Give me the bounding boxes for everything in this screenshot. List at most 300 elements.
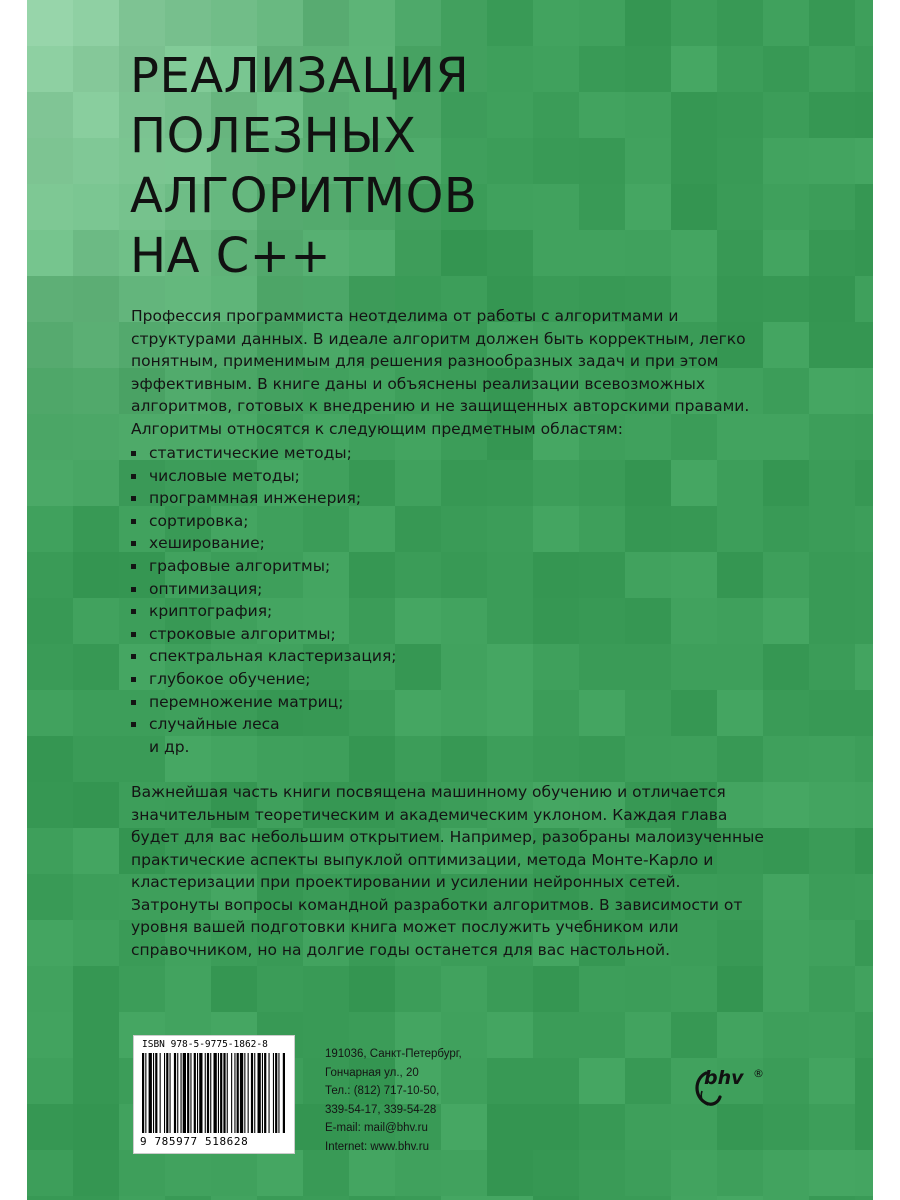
list-tail: и др. xyxy=(149,737,190,756)
mosaic-tile xyxy=(809,368,855,414)
mosaic-tile xyxy=(487,1012,533,1058)
mosaic-tile xyxy=(73,368,119,414)
registered-mark: ® xyxy=(753,1067,764,1080)
mosaic-tile xyxy=(73,1196,119,1200)
mosaic-tile xyxy=(625,1058,671,1104)
mosaic-tile xyxy=(533,230,579,276)
mosaic-tile xyxy=(579,184,625,230)
mosaic-tile xyxy=(349,0,395,46)
mosaic-tile xyxy=(303,1150,349,1196)
mosaic-tile xyxy=(73,644,119,690)
mosaic-tile xyxy=(579,966,625,1012)
mosaic-tile xyxy=(763,1150,809,1196)
title-line: АЛГОРИТМОВ xyxy=(130,168,478,224)
mosaic-tile xyxy=(487,1196,533,1200)
mosaic-tile xyxy=(717,184,763,230)
mosaic-tile xyxy=(809,966,855,1012)
mosaic-tile xyxy=(855,690,873,736)
mosaic-tile xyxy=(809,138,855,184)
mosaic-tile xyxy=(579,690,625,736)
mosaic-tile xyxy=(763,966,809,1012)
mosaic-tile xyxy=(809,414,855,460)
mosaic-tile xyxy=(809,920,855,966)
mosaic-tile xyxy=(395,736,441,782)
mosaic-tile xyxy=(579,46,625,92)
mosaic-tile xyxy=(671,460,717,506)
barcode-bar xyxy=(199,1053,202,1133)
mosaic-tile xyxy=(763,1012,809,1058)
mosaic-tile xyxy=(73,828,119,874)
mosaic-tile xyxy=(27,0,73,46)
mosaic-tile xyxy=(533,460,579,506)
barcode-bar xyxy=(223,1053,225,1133)
mosaic-tile xyxy=(671,92,717,138)
mosaic-tile xyxy=(855,828,873,874)
list-item: глубокое обучение; xyxy=(131,668,397,691)
address-line: 339-54-17, 339-54-28 xyxy=(325,1103,437,1116)
mosaic-tile xyxy=(349,1196,395,1200)
mosaic-tile xyxy=(27,1150,73,1196)
mosaic-tile xyxy=(855,506,873,552)
mosaic-tile xyxy=(27,460,73,506)
mosaic-tile xyxy=(717,92,763,138)
mosaic-tile xyxy=(395,598,441,644)
mosaic-tile xyxy=(487,1104,533,1150)
mosaic-tile xyxy=(119,1150,165,1196)
barcode-bar xyxy=(248,1053,249,1133)
mosaic-tile xyxy=(717,138,763,184)
mosaic-tile xyxy=(809,782,855,828)
mosaic-tile xyxy=(717,552,763,598)
mosaic-tile xyxy=(855,920,873,966)
mosaic-tile xyxy=(533,644,579,690)
mosaic-tile xyxy=(73,46,119,92)
mosaic-tile xyxy=(809,322,855,368)
mosaic-tile xyxy=(579,1058,625,1104)
mosaic-tile xyxy=(211,0,257,46)
mosaic-tile xyxy=(27,1104,73,1150)
mosaic-tile xyxy=(671,1012,717,1058)
mosaic-tile xyxy=(27,598,73,644)
mosaic-tile xyxy=(27,368,73,414)
mosaic-tile xyxy=(257,1196,303,1200)
mosaic-tile xyxy=(487,598,533,644)
mosaic-tile xyxy=(211,966,257,1012)
mosaic-tile xyxy=(809,874,855,920)
mosaic-tile xyxy=(533,1104,579,1150)
mosaic-tile xyxy=(763,184,809,230)
publisher-address xyxy=(325,1045,462,1157)
mosaic-tile xyxy=(395,506,441,552)
mosaic-tile xyxy=(487,644,533,690)
mosaic-tile xyxy=(487,966,533,1012)
mosaic-tile xyxy=(763,46,809,92)
mosaic-tile xyxy=(763,1104,809,1150)
mosaic-tile xyxy=(717,598,763,644)
mosaic-tile xyxy=(763,92,809,138)
mosaic-tile xyxy=(73,0,119,46)
mosaic-tile xyxy=(441,0,487,46)
barcode-bar xyxy=(227,1053,228,1133)
mosaic-tile xyxy=(809,1104,855,1150)
mosaic-tile xyxy=(855,782,873,828)
mosaic-tile xyxy=(717,230,763,276)
mosaic-tile xyxy=(763,0,809,46)
mosaic-tile xyxy=(625,598,671,644)
mosaic-tile xyxy=(671,736,717,782)
mosaic-tile xyxy=(441,460,487,506)
mosaic-tile xyxy=(27,828,73,874)
mosaic-tile xyxy=(855,92,873,138)
mosaic-tile xyxy=(717,1150,763,1196)
mosaic-tile xyxy=(625,1196,671,1200)
mosaic-tile xyxy=(717,1104,763,1150)
mosaic-tile xyxy=(809,46,855,92)
barcode-bar xyxy=(237,1053,239,1133)
list-item: программная инженерия; xyxy=(131,487,397,510)
isbn-barcode xyxy=(133,1035,295,1154)
mosaic-tile xyxy=(533,1012,579,1058)
barcode-bar xyxy=(155,1053,157,1133)
mosaic-tile xyxy=(487,230,533,276)
mosaic-tile xyxy=(625,230,671,276)
barcode-bar xyxy=(174,1053,176,1133)
mosaic-tile xyxy=(487,690,533,736)
mosaic-tile xyxy=(625,1012,671,1058)
barcode-bar xyxy=(197,1053,198,1133)
mosaic-tile xyxy=(487,138,533,184)
address-line: Тел.: (812) 717-10-50, xyxy=(325,1085,440,1098)
mosaic-tile xyxy=(27,736,73,782)
barcode-bar xyxy=(283,1053,285,1133)
mosaic-tile xyxy=(625,1104,671,1150)
mosaic-tile xyxy=(487,1058,533,1104)
address-line: 191036, Санкт-Петербург, xyxy=(325,1048,462,1060)
barcode-bar xyxy=(149,1053,152,1133)
mosaic-tile xyxy=(809,92,855,138)
mosaic-tile xyxy=(809,644,855,690)
mosaic-tile xyxy=(165,966,211,1012)
list-item: перемножение матриц; xyxy=(131,691,397,714)
barcode-bar xyxy=(207,1053,209,1133)
mosaic-tile xyxy=(717,644,763,690)
mosaic-tile xyxy=(855,0,873,46)
mosaic-tile xyxy=(533,506,579,552)
mosaic-tile xyxy=(809,736,855,782)
mosaic-tile xyxy=(579,736,625,782)
list-item: спектральная кластеризация; xyxy=(131,645,397,668)
mosaic-tile xyxy=(27,230,73,276)
mosaic-tile xyxy=(763,1196,809,1200)
barcode-bar xyxy=(251,1053,253,1133)
mosaic-tile xyxy=(533,966,579,1012)
mosaic-tile xyxy=(625,184,671,230)
mosaic-tile xyxy=(763,736,809,782)
mosaic-tile xyxy=(579,644,625,690)
mosaic-tile xyxy=(579,92,625,138)
mosaic-tile xyxy=(395,1196,441,1200)
mosaic-tile xyxy=(27,184,73,230)
list-item: строковые алгоритмы; xyxy=(131,623,397,646)
mosaic-tile xyxy=(579,460,625,506)
list-item: хеширование; xyxy=(131,532,397,555)
mosaic-tile xyxy=(855,552,873,598)
mosaic-tile xyxy=(395,460,441,506)
mosaic-tile xyxy=(533,690,579,736)
mosaic-tile xyxy=(763,598,809,644)
mosaic-tile xyxy=(349,1150,395,1196)
mosaic-tile xyxy=(533,1150,579,1196)
mosaic-tile xyxy=(809,552,855,598)
barcode-bar xyxy=(190,1053,191,1133)
mosaic-tile xyxy=(73,1012,119,1058)
logo-text: bhv xyxy=(704,1067,744,1089)
mosaic-tile xyxy=(27,276,73,322)
mosaic-tile xyxy=(441,1196,487,1200)
mosaic-tile xyxy=(73,322,119,368)
mosaic-tile xyxy=(625,644,671,690)
mosaic-tile xyxy=(717,506,763,552)
mosaic-tile xyxy=(855,414,873,460)
mosaic-tile xyxy=(349,966,395,1012)
mosaic-tile xyxy=(809,1012,855,1058)
intro-paragraph: Профессия программиста неотделима от работы с алгоритмами и структурами данных. В идеале алгоритм должен быть корректным, легко понятным, применимым для решения разнообразных задач и при этом эффективным. В книге даны и объяснены реализации всевозможных алгоритмов, готовых к внедрению и не защищенных авторскими правами. Алгоритмы относятся к следующим предметным областям: xyxy=(131,307,750,438)
title-line: НА C++ xyxy=(130,228,332,284)
mosaic-tile xyxy=(579,552,625,598)
mosaic-tile xyxy=(487,506,533,552)
mosaic-tile xyxy=(855,1150,873,1196)
mosaic-tile xyxy=(855,1012,873,1058)
mosaic-tile xyxy=(671,1150,717,1196)
mosaic-tile xyxy=(855,966,873,1012)
mosaic-tile xyxy=(487,46,533,92)
mosaic-tile xyxy=(579,506,625,552)
title-line: РЕАЛИЗАЦИЯ xyxy=(130,48,470,104)
barcode-bar xyxy=(234,1053,235,1133)
mosaic-tile xyxy=(579,0,625,46)
mosaic-tile xyxy=(855,1058,873,1104)
mosaic-tile xyxy=(487,736,533,782)
mosaic-tile xyxy=(395,1150,441,1196)
list-item: оптимизация; xyxy=(131,578,397,601)
mosaic-tile xyxy=(809,230,855,276)
mosaic-tile xyxy=(717,460,763,506)
barcode-bar xyxy=(177,1053,178,1133)
mosaic-tile xyxy=(625,736,671,782)
mosaic-tile xyxy=(395,0,441,46)
mosaic-tile xyxy=(671,184,717,230)
mosaic-tile xyxy=(27,874,73,920)
mosaic-tile xyxy=(625,138,671,184)
book-back-cover xyxy=(27,0,873,1200)
mosaic-tile xyxy=(533,1196,579,1200)
mosaic-tile xyxy=(27,782,73,828)
barcode-bar xyxy=(170,1053,171,1133)
mosaic-tile xyxy=(119,0,165,46)
barcode-bar xyxy=(187,1053,189,1133)
mosaic-tile xyxy=(487,0,533,46)
mosaic-tile xyxy=(579,230,625,276)
mosaic-tile xyxy=(855,736,873,782)
mosaic-tile xyxy=(73,690,119,736)
mosaic-tile xyxy=(533,598,579,644)
barcode-bar xyxy=(205,1053,206,1133)
mosaic-tile xyxy=(717,690,763,736)
mosaic-tile xyxy=(73,736,119,782)
mosaic-tile xyxy=(579,1104,625,1150)
mosaic-tile xyxy=(809,598,855,644)
barcode-bar xyxy=(231,1053,232,1133)
mosaic-tile xyxy=(671,966,717,1012)
title-line: ПОЛЕЗНЫХ xyxy=(130,108,417,164)
mosaic-tile xyxy=(27,506,73,552)
mosaic-tile xyxy=(487,460,533,506)
mosaic-tile xyxy=(27,138,73,184)
mosaic-tile xyxy=(257,966,303,1012)
list-item: статистические методы; xyxy=(131,442,397,465)
barcode-bar xyxy=(278,1053,279,1133)
mosaic-tile xyxy=(855,460,873,506)
bhv-logo xyxy=(692,1065,772,1109)
mosaic-tile xyxy=(487,184,533,230)
barcode-bar xyxy=(240,1053,243,1133)
mosaic-tile xyxy=(717,736,763,782)
mosaic-tile xyxy=(579,1012,625,1058)
barcode-bar xyxy=(273,1053,274,1133)
mosaic-tile xyxy=(533,0,579,46)
list-item: случайные леса xyxy=(131,713,397,736)
mosaic-tile xyxy=(855,230,873,276)
mosaic-tile xyxy=(855,322,873,368)
mosaic-tile xyxy=(165,1150,211,1196)
mosaic-tile xyxy=(73,414,119,460)
mosaic-tile xyxy=(671,690,717,736)
barcode-bar xyxy=(220,1053,222,1133)
mosaic-tile xyxy=(625,92,671,138)
mosaic-tile xyxy=(717,46,763,92)
mosaic-tile xyxy=(73,230,119,276)
mosaic-tile xyxy=(27,1196,73,1200)
mosaic-tile xyxy=(671,506,717,552)
list-item: криптография; xyxy=(131,600,397,623)
mosaic-tile xyxy=(395,552,441,598)
mosaic-tile xyxy=(625,1150,671,1196)
mosaic-tile xyxy=(73,138,119,184)
barcode-bar xyxy=(183,1053,186,1133)
mosaic-tile xyxy=(809,690,855,736)
mosaic-tile xyxy=(763,506,809,552)
mosaic-tile xyxy=(671,46,717,92)
mosaic-tile xyxy=(625,0,671,46)
mosaic-tile xyxy=(395,690,441,736)
barcode-bar xyxy=(264,1053,266,1133)
list-item: графовые алгоритмы; xyxy=(131,555,397,578)
mosaic-tile xyxy=(809,1196,855,1200)
mosaic-tile xyxy=(27,1058,73,1104)
mosaic-tile xyxy=(579,1196,625,1200)
list-item: сортировка; xyxy=(131,510,397,533)
mosaic-tile xyxy=(533,184,579,230)
mosaic-tile xyxy=(809,0,855,46)
mosaic-tile xyxy=(119,1196,165,1200)
mosaic-tile xyxy=(533,92,579,138)
mosaic-tile xyxy=(165,1196,211,1200)
list-item: числовые методы; xyxy=(131,465,397,488)
mosaic-tile xyxy=(73,782,119,828)
barcode-bar xyxy=(210,1053,211,1133)
barcode-bar xyxy=(254,1053,255,1133)
mosaic-tile xyxy=(809,1150,855,1196)
mosaic-tile xyxy=(625,460,671,506)
mosaic-tile xyxy=(855,368,873,414)
mosaic-tile xyxy=(441,598,487,644)
mosaic-tile xyxy=(809,1058,855,1104)
mosaic-tile xyxy=(855,1196,873,1200)
barcode-bars xyxy=(142,1053,286,1133)
mosaic-tile xyxy=(763,644,809,690)
mosaic-tile xyxy=(763,552,809,598)
mosaic-tile xyxy=(625,966,671,1012)
mosaic-tile xyxy=(487,92,533,138)
mosaic-tile xyxy=(855,276,873,322)
mosaic-tile xyxy=(27,46,73,92)
mosaic-tile xyxy=(441,690,487,736)
address-line: Internet: www.bhv.ru xyxy=(325,1140,429,1153)
barcode-bar xyxy=(164,1053,165,1133)
mosaic-tile xyxy=(303,1196,349,1200)
mosaic-tile xyxy=(27,1012,73,1058)
mosaic-tile xyxy=(395,644,441,690)
mosaic-tile xyxy=(763,690,809,736)
barcode-bar xyxy=(218,1053,219,1133)
mosaic-tile xyxy=(855,598,873,644)
mosaic-tile xyxy=(441,1150,487,1196)
barcode-bar xyxy=(269,1053,270,1133)
mosaic-tile xyxy=(395,966,441,1012)
mosaic-tile xyxy=(27,690,73,736)
barcode-bar xyxy=(194,1053,196,1133)
mosaic-tile xyxy=(27,644,73,690)
mosaic-tile xyxy=(671,644,717,690)
mosaic-tile xyxy=(809,276,855,322)
mosaic-tile xyxy=(73,598,119,644)
barcode-bar xyxy=(181,1053,182,1133)
mosaic-tile xyxy=(855,138,873,184)
barcode-bar xyxy=(145,1053,146,1133)
barcode-bar xyxy=(262,1053,263,1133)
mosaic-tile xyxy=(809,506,855,552)
mosaic-tile xyxy=(73,92,119,138)
mosaic-tile xyxy=(855,874,873,920)
mosaic-tile xyxy=(671,1104,717,1150)
mosaic-tile xyxy=(73,920,119,966)
mosaic-tile xyxy=(763,138,809,184)
mosaic-tile xyxy=(119,966,165,1012)
mosaic-tile xyxy=(257,1150,303,1196)
mosaic-tile xyxy=(533,46,579,92)
mosaic-tile xyxy=(441,644,487,690)
mosaic-tile xyxy=(855,46,873,92)
barcode-bar xyxy=(142,1053,144,1133)
mosaic-tile xyxy=(27,414,73,460)
mosaic-tile xyxy=(533,138,579,184)
barcode-bar xyxy=(214,1053,217,1133)
mosaic-tile xyxy=(441,736,487,782)
barcode-bar xyxy=(160,1053,161,1133)
mosaic-tile xyxy=(671,552,717,598)
mosaic-tile xyxy=(717,966,763,1012)
barcode-bar xyxy=(153,1053,154,1133)
